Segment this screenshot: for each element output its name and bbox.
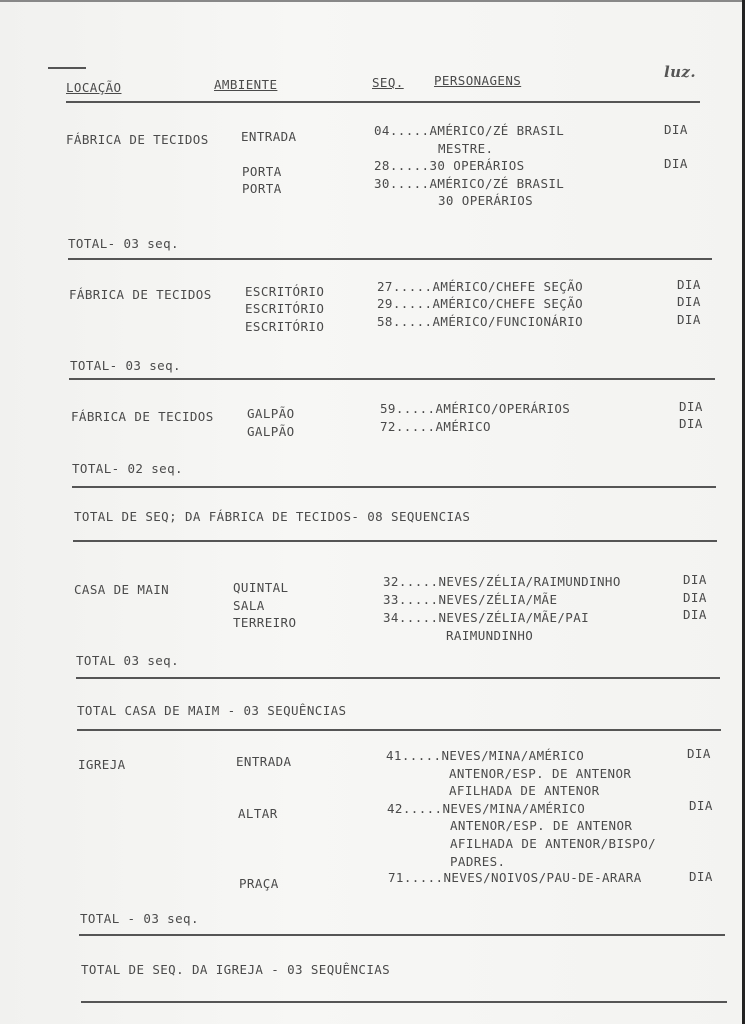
s5-rule (79, 934, 725, 936)
s1-r1-ambiente: ENTRADA (241, 129, 297, 144)
s2-r3-luz: DIA (677, 312, 701, 327)
header-locacao: LOCAÇÃO (66, 80, 122, 95)
s1-r1-cont: MESTRE. (438, 141, 494, 156)
summary-casa-rule (77, 729, 721, 731)
s2-r3-ambiente: ESCRITÓRIO (245, 319, 325, 334)
header-luz: luz. (664, 63, 696, 81)
s2-location: FÁBRICA DE TECIDOS (69, 287, 212, 302)
header-ambiente: AMBIENTE (214, 77, 278, 92)
s5-r2-ambiente: ALTAR (238, 806, 278, 821)
s5-r1-cont1: ANTENOR/ESP. DE ANTENOR (449, 766, 632, 781)
s5-r2-seq: 42.....NEVES/MINA/AMÉRICO (387, 801, 586, 816)
s1-r3-ambiente: PORTA (242, 181, 282, 196)
s3-r1-luz: DIA (679, 399, 703, 414)
s3-total: TOTAL- 02 seq. (72, 461, 183, 476)
s5-r3-ambiente: PRAÇA (239, 876, 279, 891)
s2-r2-ambiente: ESCRITÓRIO (245, 301, 325, 316)
header-rule (66, 101, 700, 103)
s3-r2-luz: DIA (679, 416, 703, 431)
s4-r2-seq: 33.....NEVES/ZÉLIA/MÃE (383, 592, 558, 607)
header-seq: SEQ. (372, 75, 404, 90)
s4-r2-luz: DIA (683, 590, 707, 605)
summary-igreja: TOTAL DE SEQ. DA IGREJA - 03 SEQUÊNCIAS (81, 962, 391, 977)
s1-r3-cont: 30 OPERÁRIOS (438, 193, 534, 208)
s5-r3-seq: 71.....NEVES/NOIVOS/PAU-DE-ARARA (388, 870, 642, 885)
s5-total: TOTAL - 03 seq. (80, 911, 199, 926)
header-mark (48, 67, 86, 69)
s5-r1-luz: DIA (687, 746, 711, 761)
s4-rule (76, 677, 720, 679)
s4-r3-luz: DIA (683, 607, 707, 622)
s1-r2-ambiente: PORTA (242, 164, 282, 179)
s2-total: TOTAL- 03 seq. (70, 358, 181, 373)
s2-r1-ambiente: ESCRITÓRIO (245, 284, 325, 299)
s1-r3-seq: 30.....AMÉRICO/ZÉ BRASIL (374, 176, 565, 191)
s4-r3-seq: 34.....NEVES/ZÉLIA/MÃE/PAI (383, 610, 590, 625)
s3-rule (72, 486, 716, 488)
s5-location: IGREJA (78, 757, 126, 772)
s4-location: CASA DE MAIN (74, 582, 170, 597)
s1-r1-luz: DIA (664, 122, 688, 137)
s2-rule (69, 378, 715, 380)
s3-r2-seq: 72.....AMÉRICO (380, 419, 491, 434)
s3-location: FÁBRICA DE TECIDOS (71, 409, 214, 424)
s5-r1-seq: 41.....NEVES/MINA/AMÉRICO (386, 748, 585, 763)
s5-r1-cont2: AFILHADA DE ANTENOR (449, 783, 600, 798)
s4-r1-luz: DIA (683, 572, 707, 587)
s2-r1-seq: 27.....AMÉRICO/CHEFE SEÇÃO (377, 279, 584, 294)
s1-r2-luz: DIA (664, 156, 688, 171)
s4-r2-ambiente: SALA (233, 598, 265, 613)
s4-r1-ambiente: QUINTAL (233, 580, 289, 595)
summary-fabrica: TOTAL DE SEQ; DA FÁBRICA DE TECIDOS- 08 SEQUENCIAS (74, 509, 471, 524)
s3-r1-ambiente: GALPÃO (247, 406, 295, 421)
summary-fabrica-rule (73, 540, 717, 542)
page-top-edge (0, 0, 745, 2)
s1-r2-seq: 28.....30 OPERÁRIOS (374, 158, 525, 173)
s1-total: TOTAL- 03 seq. (68, 236, 179, 251)
s2-r3-seq: 58.....AMÉRICO/FUNCIONÁRIO (377, 314, 584, 329)
s4-r3-ambiente: TERREIRO (233, 615, 297, 630)
s5-r2-cont1: ANTENOR/ESP. DE ANTENOR (450, 818, 633, 833)
s5-r2-cont3: PADRES. (450, 854, 506, 869)
s5-r2-luz: DIA (689, 798, 713, 813)
s3-r2-ambiente: GALPÃO (247, 424, 295, 439)
s4-r3-cont: RAIMUNDINHO (446, 628, 534, 643)
summary-casa: TOTAL CASA DE MAIM - 03 SEQUÊNCIAS (77, 703, 347, 718)
s3-r1-seq: 59.....AMÉRICO/OPERÁRIOS (380, 401, 571, 416)
s2-r2-luz: DIA (677, 294, 701, 309)
s2-r2-seq: 29.....AMÉRICO/CHEFE SEÇÃO (377, 296, 584, 311)
s5-r2-cont2: AFILHADA DE ANTENOR/BISPO/ (450, 836, 657, 851)
s4-total: TOTAL 03 seq. (76, 653, 180, 668)
s2-r1-luz: DIA (677, 277, 701, 292)
s4-r1-seq: 32.....NEVES/ZÉLIA/RAIMUNDINHO (383, 574, 621, 589)
s1-rule (68, 258, 712, 260)
header-personagens: PERSONAGENS (434, 73, 522, 88)
s1-r1-seq: 04.....AMÉRICO/ZÉ BRASIL (374, 123, 565, 138)
s5-r1-ambiente: ENTRADA (236, 754, 292, 769)
s5-r3-luz: DIA (689, 869, 713, 884)
s1-location: FÁBRICA DE TECIDOS (66, 132, 209, 147)
summary-igreja-rule (81, 1001, 727, 1003)
